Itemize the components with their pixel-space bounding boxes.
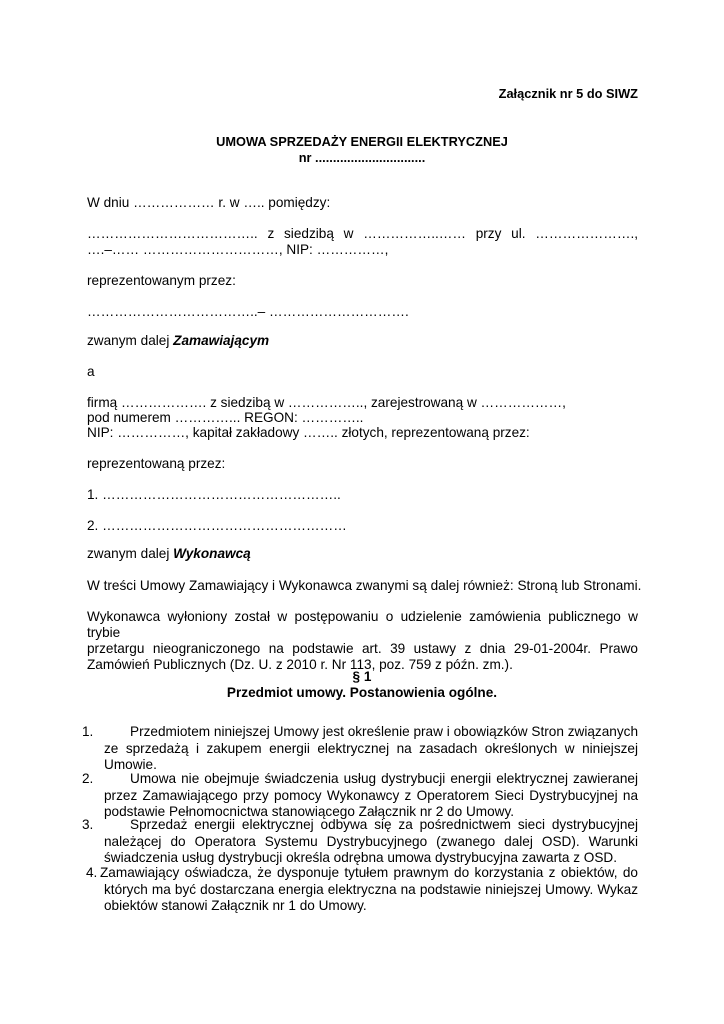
selection-line: Wykonawca wyłoniony został w postępowaniu o udzielenie zamówienia publicznego w trybie <box>87 609 638 640</box>
item-line: obiektów stanowi Załącznik nr 1 do Umowy. <box>104 898 367 914</box>
item-number: 4. <box>86 865 98 880</box>
firm-line1: firmą ………………. z siedzibą w …………….., zarejestrowaną w ………………, <box>87 395 566 410</box>
list-item <box>100 865 638 915</box>
date-line: W dniu ……………… r. w ….. pomiędzy: <box>87 195 331 210</box>
list-item <box>104 724 638 774</box>
called2-label: zwanym dalej <box>87 546 174 561</box>
section-number: § 1 <box>352 669 372 684</box>
section-title: Przedmiot umowy. Postanowienia ogólne. <box>226 685 498 700</box>
item-line: świadczenia usług dystrybucji określa odrębna umowa dystrybucyjna zawarta z OSD. <box>104 850 618 866</box>
customer-name: Zamawiającym <box>173 333 270 348</box>
parties-note: W treści Umowy Zamawiający i Wykonawca zwanymi są dalej również: Stroną lub Stronami. <box>87 578 642 593</box>
firm-line3: NIP: ……………, kapitał zakładowy …….. złotych, reprezentowaną przez: <box>87 425 530 440</box>
item-line: Umowa nie obejmuje świadczenia usług dystrybucji energii elektrycznej zawieranej <box>130 771 638 786</box>
item-line: podstawie Pełnomocnictwa stanowiącego Załącznik nr 2 do Umowy. <box>104 804 515 820</box>
item-line: ze sprzedażą i zakupem energii elektrycznej na zasadach określonych w niniejszej <box>104 740 638 756</box>
representative-1: 1. …………………………………………….. <box>87 487 341 502</box>
selection-line: przetargu nieograniczonego na podstawie art. 39 ustawy z dnia 29-01-2004r. Prawo <box>87 641 638 656</box>
contract-number: nr ............................... <box>298 150 426 165</box>
item-line: Zamawiający oświadcza, że dysponuje tytułem prawnym do korzystania z obiektów, do <box>100 865 638 880</box>
item-line: Przedmiotem niniejszej Umowy jest określenie praw i obowiązków Stron związanych <box>130 724 638 739</box>
contract-title: UMOWA SPRZEDAŻY ENERGII ELEKTRYCZNEJ <box>216 134 508 149</box>
representative-2: 2. ……………………………………………… <box>87 518 347 533</box>
party1-line1: ……………………………….. z siedzibą w ……………..…… przy ul. …………………., <box>87 226 638 241</box>
party1-line2: ….–…… …………………………, NIP: ……………, <box>87 242 389 257</box>
list-item <box>104 771 638 821</box>
list-item <box>104 817 638 867</box>
representative-line: ………………………………..– …………………………. <box>87 304 409 319</box>
firm-line2: pod numerem …………... REGON: ………….. <box>87 410 364 425</box>
represented-by-label-2: reprezentowaną przez: <box>87 456 226 471</box>
item-line: należącej do Operatora Systemu Dystrybucyjnego (zwanego dalej OSD). Warunki <box>104 833 638 849</box>
represented-by-label: reprezentowanym przez: <box>87 273 236 288</box>
selection-line: Zamówień Publicznych (Dz. U. z 2010 r. Nr 113, poz. 759 z późn. zm.). <box>87 657 513 672</box>
called-label: zwanym dalej <box>87 333 174 348</box>
item-number: 1. <box>82 724 94 739</box>
called-contractor <box>87 546 251 561</box>
item-number: 2. <box>82 771 94 786</box>
item-line: Sprzedaż energii elektrycznej odbywa się za pośrednictwem sieci dystrybucyjnej <box>130 817 638 832</box>
attachment-label: Załącznik nr 5 do SIWZ <box>498 86 638 101</box>
contractor-name: Wykonawcą <box>173 546 251 561</box>
item-number: 3. <box>82 817 94 832</box>
selection-paragraph <box>87 609 638 673</box>
item-line: których ma być dostarczana energia elektryczna na podstawie niniejszej Umowy. Wykaz <box>104 881 638 897</box>
item-line: przez Zamawiającego przy pomocy Wykonawcy z Operatorem Sieci Dystrybucyjnej na <box>104 787 638 803</box>
and-word: a <box>87 364 95 379</box>
called-customer <box>87 333 269 348</box>
item-line: Umowie. <box>104 757 157 773</box>
